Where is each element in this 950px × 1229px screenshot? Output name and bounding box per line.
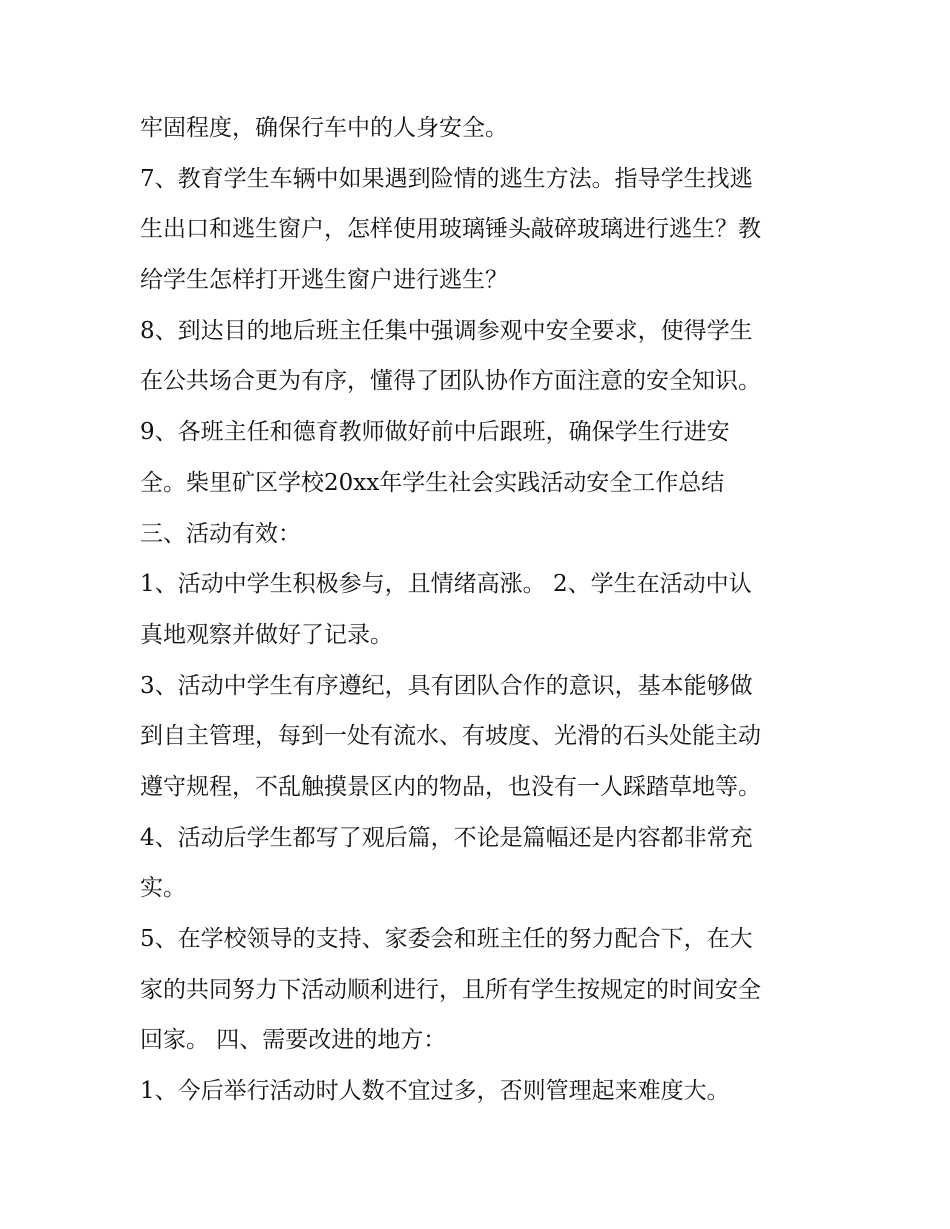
document-body bbox=[140, 103, 830, 1117]
text-line: 到自主管理，每到一处有流水、有坡度、光滑的石头处能主动 bbox=[140, 723, 761, 750]
text-line: 给学生怎样打开逃生窗户进行逃生？ bbox=[140, 267, 508, 294]
text-line: 实。 bbox=[140, 875, 186, 902]
text-line: 8、到达目的地后班主任集中强调参观中安全要求，使得学生 bbox=[140, 317, 753, 344]
text-line: 全。柴里矿区学校20xx年学生社会实践活动安全工作总结 bbox=[140, 469, 725, 496]
text-line: 1、今后举行活动时人数不宜过多，否则管理起来难度大。 bbox=[140, 1078, 730, 1105]
text-line: 9、各班主任和德育教师做好前中后跟班，确保学生行进安 bbox=[140, 419, 730, 446]
text-line: 回家。 四、需要改进的地方： bbox=[140, 1027, 447, 1054]
text-line: 生出口和逃生窗户，怎样使用玻璃锤头敲碎玻璃进行逃生？教 bbox=[140, 216, 761, 243]
text-line: 真地观察并做好了记录。 bbox=[140, 621, 393, 648]
section-heading: 三、活动有效： bbox=[140, 520, 301, 547]
text-line: 5、在学校领导的支持、家委会和班主任的努力配合下，在大 bbox=[140, 926, 753, 952]
text-line: 遵守规程，不乱触摸景区内的物品，也没有一人踩踏草地等。 bbox=[140, 773, 761, 800]
text-line: 牢固程度，确保行车中的人身安全。 bbox=[140, 115, 508, 141]
text-line: 3、活动中学生有序遵纪，具有团队合作的意识，基本能够做 bbox=[140, 672, 753, 699]
text-line: 7、教育学生车辆中如果遇到险情的逃生方法。指导学生找逃 bbox=[140, 165, 753, 192]
text-line: 1、活动中学生积极参与，且情绪高涨。 2、学生在活动中认 bbox=[140, 571, 752, 598]
text-line: 4、活动后学生都写了观后篇，不论是篇幅还是内容都非常充 bbox=[140, 824, 753, 851]
text-line: 家的共同努力下活动顺利进行，且所有学生按规定的时间安全 bbox=[140, 976, 761, 1003]
text-line: 在公共场合更为有序，懂得了团队协作方面注意的安全知识。 bbox=[140, 368, 761, 395]
